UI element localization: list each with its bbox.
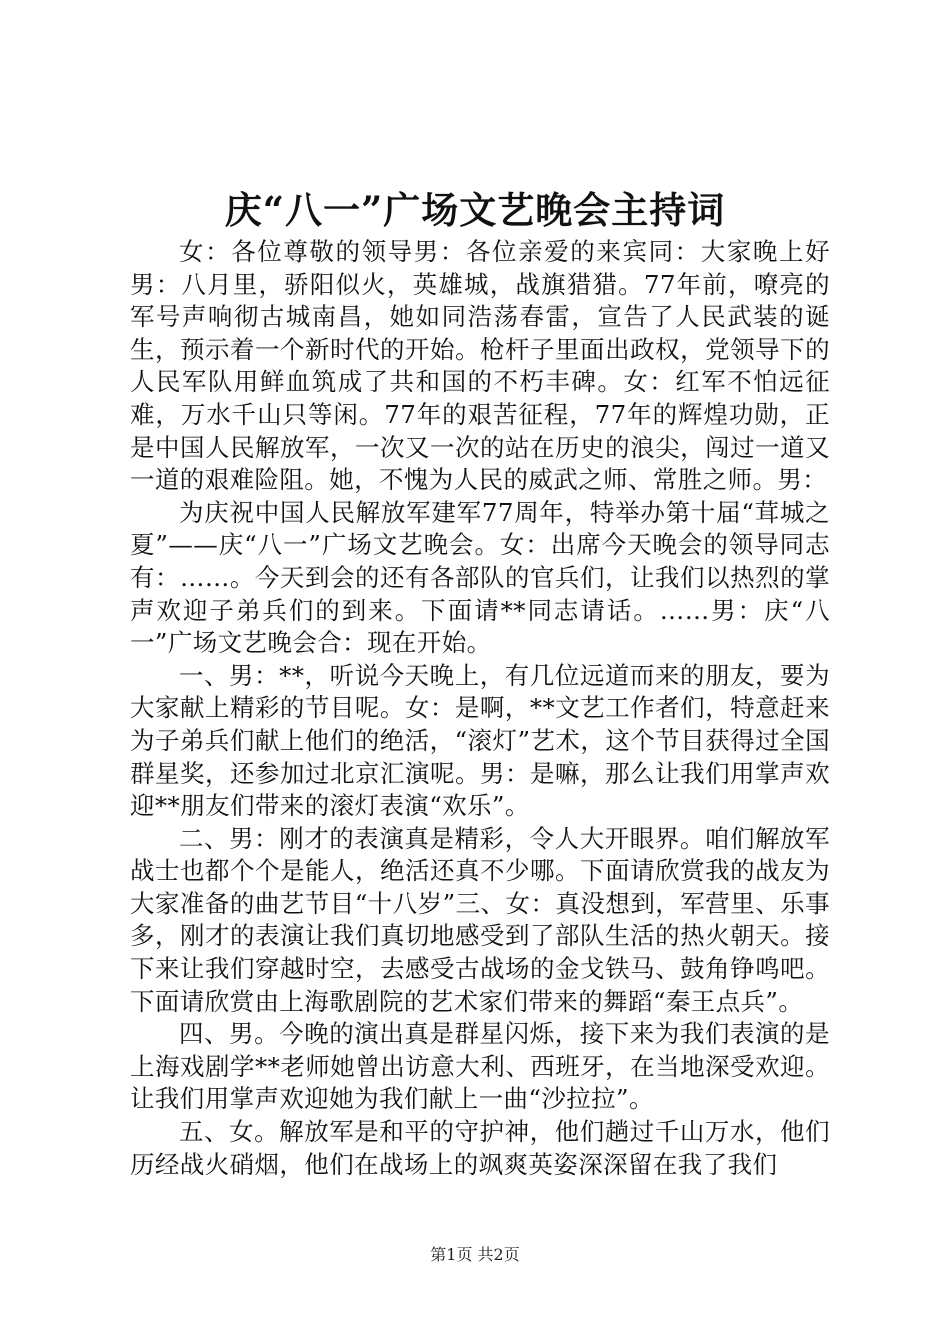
document-body (130, 236, 830, 1181)
paragraph-5: 四、男。今晚的演出真是群星闪烁，接下来为我们表演的是上海戏剧学**老师她曾出访意大利、西班牙，在当地深受欢迎。让我们用掌声欢迎她为我们献上一曲“沙拉拉”。 (130, 1019, 830, 1114)
paragraph-6: 五、女。解放军是和平的守护神，他们趟过千山万水，他们历经战火硝烟，他们在战场上的飒爽英姿深深留在我了我们 (130, 1117, 830, 1179)
document-title: 庆“八一”广场文艺晚会主持词 (224, 188, 726, 232)
paragraph-3: 一、男：**，听说今天晚上，有几位远道而来的朋友，要为大家献上精彩的节目呢。女：是啊，**文艺工作者们，特意赶来为子弟兵们献上他们的绝活，“滚灯”艺术，这个节目获得过全国群星奖，还参加过北京汇演呢。男：是嘛，那么让我们用掌声欢迎**朋友们带来的滚灯表演“欢乐”。 (130, 660, 830, 821)
paragraph-4: 二、男：刚才的表演真是精彩，令人大开眼界。咱们解放军战士也都个个是能人，绝活还真不少哪。下面请欣赏我的战友为大家准备的曲艺节目“十八岁”三、女：真没想到，军营里、乐事多，刚才的表演让我们真切地感受到了部队生活的热火朝天。接下来让我们穿越时空，去感受古战场的金戈铁马、鼓角铮鸣吧。下面请欣赏由上海歌剧院的艺术家们带来的舞蹈“秦王点兵”。 (130, 823, 830, 1016)
paragraph-1: 女：各位尊敬的领导男：各位亲爱的来宾同：大家晚上好男：八月里，骄阳似火，英雄城，战旗猎猎。77年前，嘹亮的军号声响彻古城南昌，她如同浩荡春雷，宣告了人民武装的诞生，预示着一个新时代的开始。枪杆子里面出政权，党领导下的人民军队用鲜血筑成了共和国的不朽丰碑。女：红军不怕远征难，万水千山只等闲。77年的艰苦征程，77年的辉煌功勋，正是中国人民解放军，一次又一次的站在历史的浪尖，闯过一道又一道的艰难险阻。她，不愧为人民的威武之师、常胜之师。男： (130, 237, 830, 495)
paragraph-2: 为庆祝中国人民解放军建军77周年，特举办第十届“茸城之夏”——庆“八一”广场文艺晚会。女：出席今天晚会的领导同志有：……。今天到会的还有各部队的官兵们，让我们以热烈的掌声欢迎子弟兵们的到来。下面请**同志请话。……男：庆“八一”广场文艺晚会合：现在开始。 (130, 497, 830, 658)
page-number-footer: 第1页 共2页 (430, 1245, 520, 1264)
